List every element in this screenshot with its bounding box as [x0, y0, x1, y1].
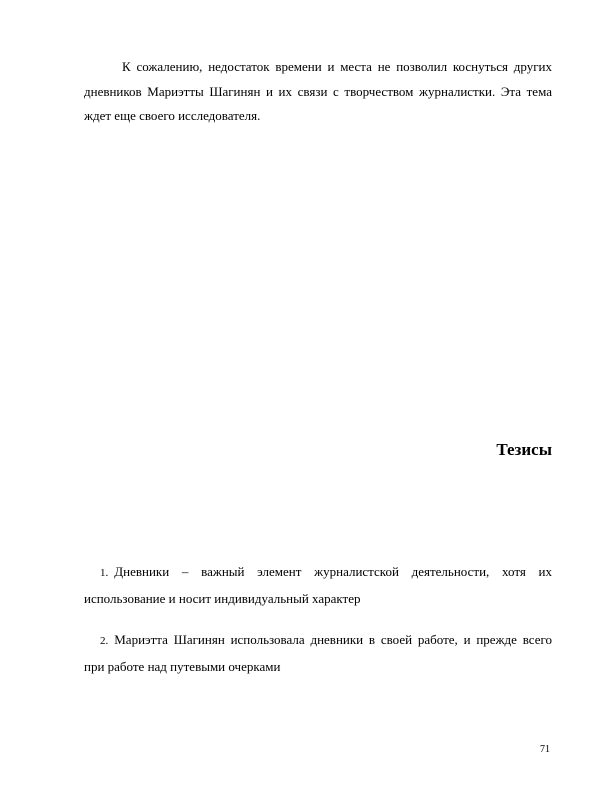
- thesis-item-2: [84, 627, 552, 680]
- thesis-number: 2.: [100, 635, 109, 647]
- thesis-text: Мариэтта Шагинян использовала дневники в своей работе, и прежде всего при работе над путевыми очерками: [84, 632, 552, 674]
- thesis-number: 1.: [100, 567, 109, 579]
- page-number: 71: [540, 744, 550, 755]
- intro-paragraph: К сожалению, недостаток времени и места не позволил коснуться других дневников Мариэтты Шагинян и их связи с творчеством журналистки. Эта тема ждет еще своего исследователя.: [84, 59, 552, 123]
- thesis-text: Дневники – важный элемент журналистской деятельности, хотя их использование и носит индивидуальный характер: [84, 564, 552, 606]
- section-heading: Тезисы: [496, 440, 552, 459]
- thesis-item-1: [84, 559, 552, 612]
